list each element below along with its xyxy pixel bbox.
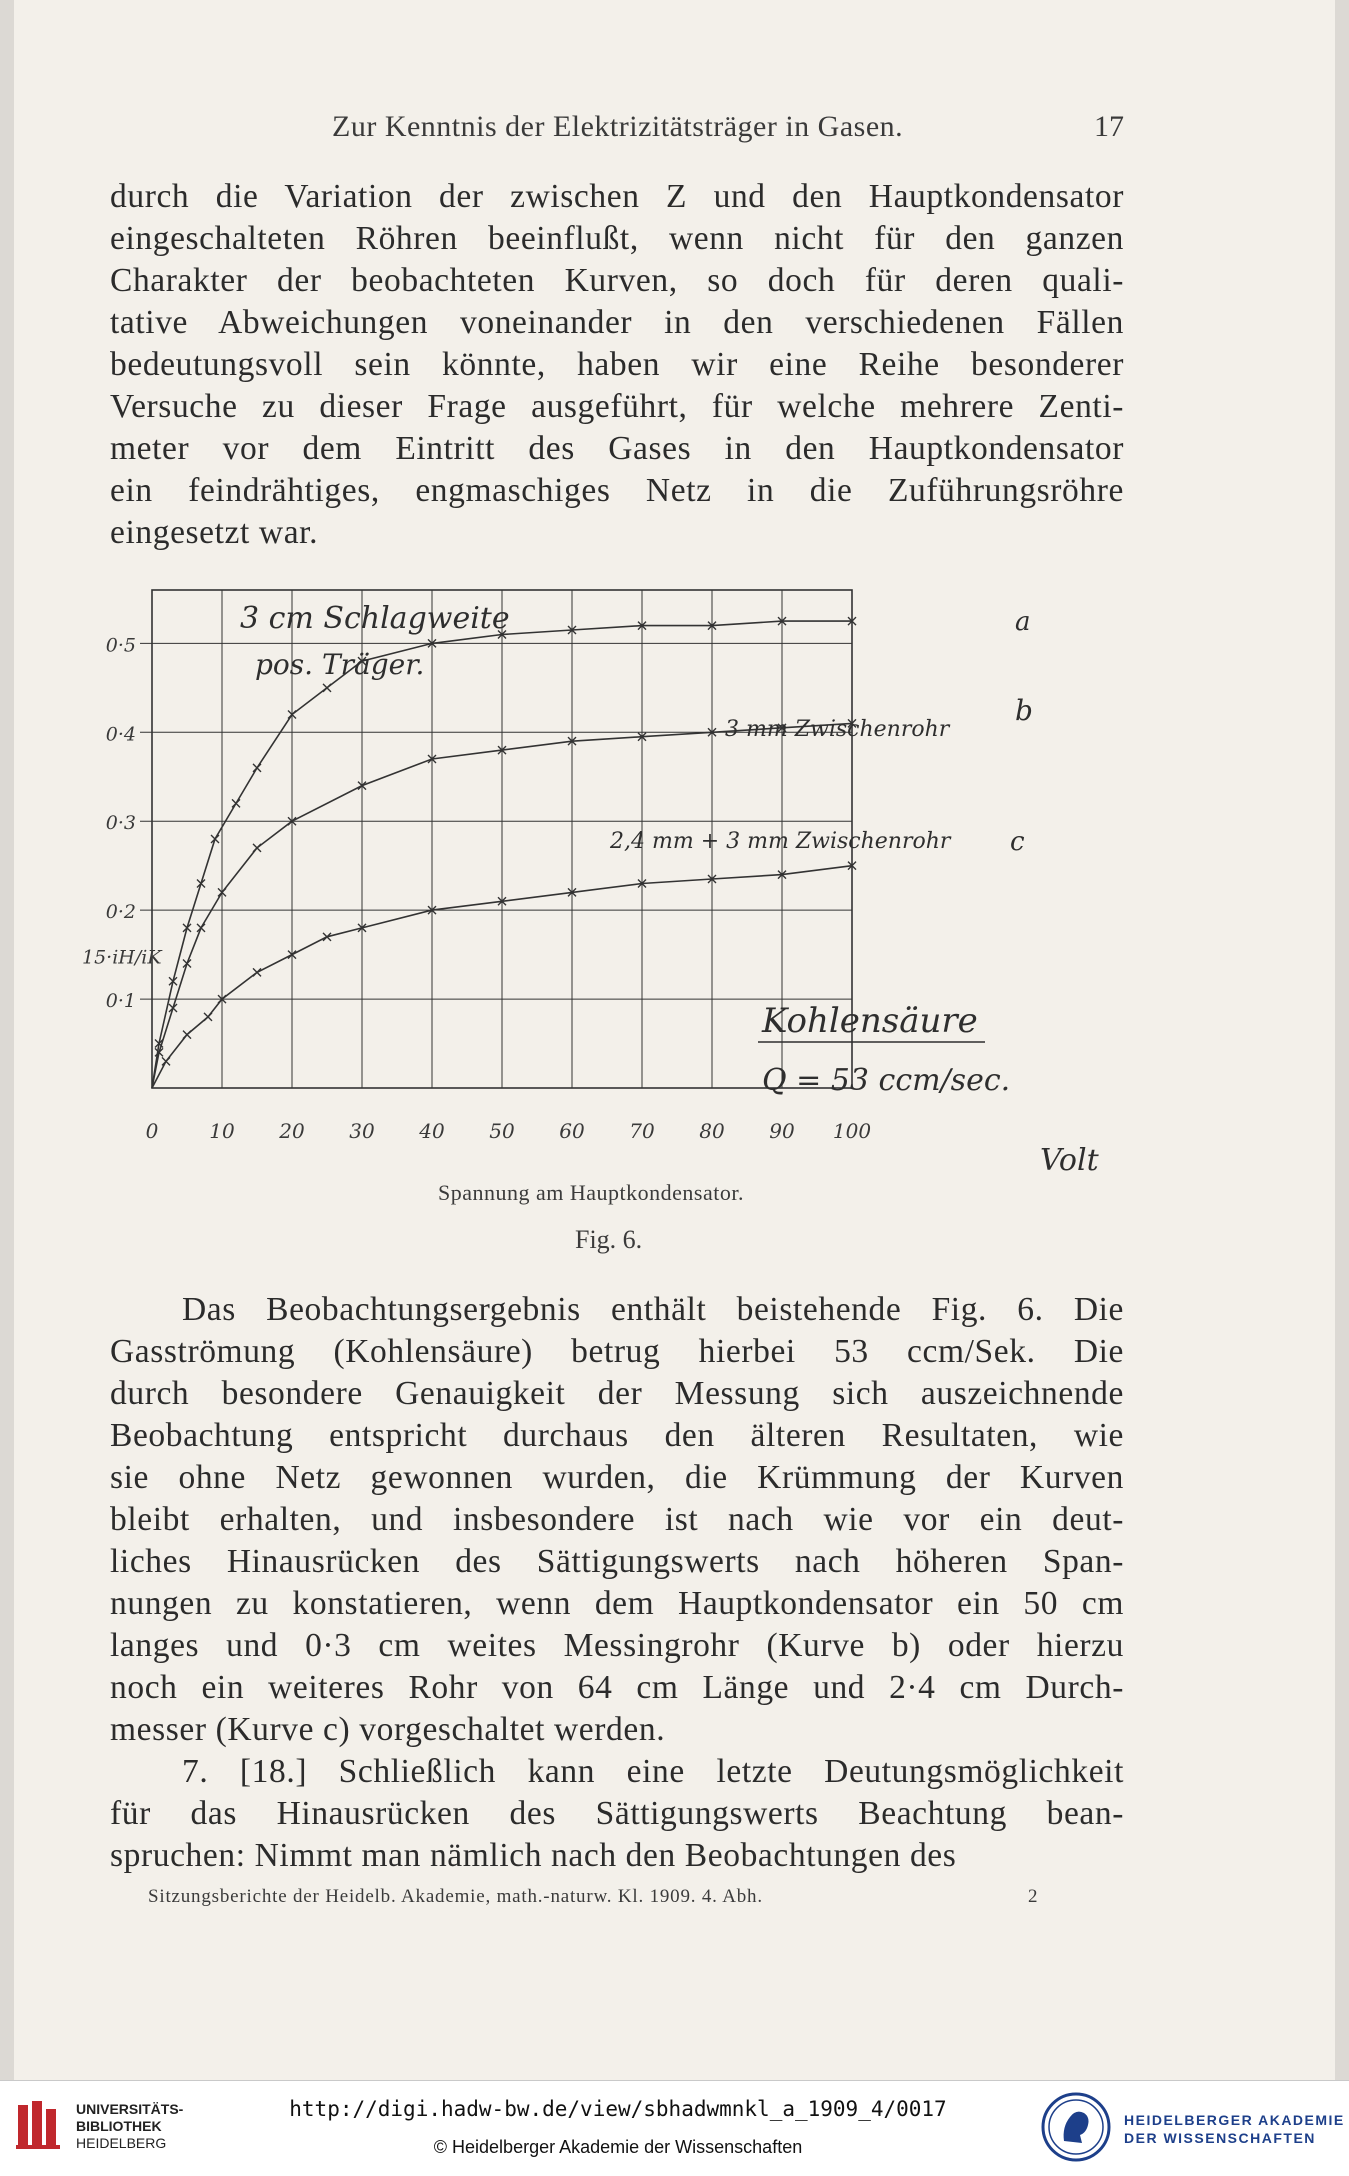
text-line: durch die Variation der zwischen Z und den Hauptkondensator — [110, 178, 1124, 215]
annotation-pos-traeger: pos. Träger. — [255, 648, 425, 681]
paragraph-2 — [110, 1289, 1124, 1751]
data-point-b — [253, 844, 261, 852]
data-point-a — [232, 799, 240, 807]
annotation-gas: Kohlensäure — [762, 1001, 978, 1041]
text-line: bleibt erhalten, und insbesondere ist nach wie vor ein deut- — [110, 1501, 1124, 1538]
x-unit-label: Volt — [1040, 1143, 1099, 1178]
x-tick-label: 10 — [209, 1119, 235, 1143]
page-number: 17 — [1094, 110, 1124, 143]
x-tick-label: 40 — [419, 1119, 445, 1143]
y-tick-label: 0·5 — [105, 634, 136, 657]
library-name — [76, 2101, 183, 2152]
copyright-notice: © Heidelberger Akademie der Wissenschaften — [433, 2137, 803, 2157]
data-point-c — [253, 968, 261, 976]
academy-name-line2: DER WISSENSCHAFTEN — [1124, 2130, 1316, 2146]
x-tick-label: 20 — [279, 1119, 305, 1143]
annotation-curve-b: 3 mm Zwischenrohr — [725, 717, 950, 742]
x-tick-label: 100 — [832, 1119, 872, 1143]
journal-reference: Sitzungsberichte der Heidelb. Akademie, math.-naturw. Kl. 1909. 4. Abh. — [148, 1886, 763, 1907]
data-point-c — [162, 1057, 170, 1065]
text-line: Das Beobachtungsergebnis enthält beistehende Fig. 6. Die — [182, 1291, 1124, 1328]
permalink-url[interactable]: http://digi.hadw-bw.de/view/sbhadwmnkl_a_1909_4/0017 — [289, 2097, 947, 2121]
annotation-curve-c: 2,4 mm + 3 mm Zwischenrohr — [610, 829, 951, 854]
library-name-line2: BIBLIOTHEK — [76, 2118, 162, 2134]
text-line: Charakter der beobachteten Kurven, so doch für deren quali- — [110, 262, 1124, 299]
text-line: sie ohne Netz gewonnen wurden, die Krümmung der Kurven — [110, 1459, 1124, 1496]
running-title: Zur Kenntnis der Elektrizitätsträger in Gasen. — [332, 110, 904, 143]
x-tick-label: 50 — [489, 1119, 515, 1143]
x-tick-label: 90 — [769, 1119, 795, 1143]
text-line: liches Hinausrücken des Sättigungswerts nach höheren Span- — [110, 1543, 1124, 1580]
y-tick-label: 0·1 — [105, 990, 136, 1013]
figure-6 — [80, 570, 1140, 1250]
text-line: für das Hinausrücken des Sättigungswerts Beachtung bean- — [110, 1795, 1124, 1832]
text-line: noch ein weiteres Rohr von 64 cm Länge und 2·4 cm Durch- — [110, 1669, 1124, 1706]
text-line: Gasströmung (Kohlensäure) betrug hierbei 53 ccm/Sek. Die — [110, 1333, 1124, 1370]
text-line: langes und 0·3 cm weites Messingrohr (Kurve b) oder hierzu — [110, 1627, 1124, 1664]
x-tick-label: 70 — [629, 1119, 655, 1143]
text-line: tative Abweichungen voneinander in den verschiedenen Fällen — [110, 304, 1124, 341]
text-line: spruchen: Nimmt man nämlich nach den Beobachtungen des — [110, 1837, 957, 1874]
library-logo-icon[interactable] — [12, 2095, 72, 2155]
data-point-b — [169, 1004, 177, 1012]
text-line: eingeschalteten Röhren beeinflußt, wenn nicht für den ganzen — [110, 220, 1124, 257]
figure-label: Fig. 6. — [575, 1225, 643, 1254]
text-line: 7. [18.] Schließlich kann eine letzte Deutungsmöglichkeit — [182, 1753, 1124, 1790]
y-tick-label: 0·3 — [105, 812, 136, 835]
x-tick-label: 60 — [559, 1119, 585, 1143]
data-point-c — [183, 1031, 191, 1039]
text-line: meter vor dem Eintritt des Gases in den Hauptkondensator — [110, 430, 1124, 467]
viewer-footer-bar — [0, 2080, 1349, 2176]
y-tick-label: 0·2 — [105, 901, 136, 924]
running-header — [0, 110, 1349, 150]
annotation-flow: Q = 53 ccm/sec. — [762, 1063, 1011, 1098]
text-line: bedeutungsvoll sein könnte, haben wir eine Reihe besonderer — [110, 346, 1124, 383]
data-point-b — [197, 924, 205, 932]
x-tick-label: 0 — [145, 1119, 159, 1143]
paragraph-1 — [110, 176, 1124, 554]
text-line: eingesetzt war. — [110, 514, 319, 551]
data-point-a — [197, 879, 205, 887]
y-axis-label: 15·iH/iK — [82, 946, 162, 969]
data-point-a — [323, 684, 331, 692]
text-line: durch besondere Genauigkeit der Messung sich auszeichnende — [110, 1375, 1124, 1412]
chart-svg — [80, 570, 1140, 1250]
x-axis-caption: Spannung am Hauptkondensator. — [438, 1180, 744, 1205]
library-name-line1: UNIVERSITÄTS- — [76, 2101, 184, 2117]
academy-seal-icon[interactable] — [1040, 2091, 1112, 2163]
annotation-schlagweite: 3 cm Schlagweite — [240, 601, 510, 636]
journal-footer — [148, 1886, 1048, 1908]
text-line: Beobachtung entspricht durchaus den älteren Resultaten, wie — [110, 1417, 1124, 1454]
data-point-c — [204, 1013, 212, 1021]
data-point-a — [253, 764, 261, 772]
paragraph-3 — [110, 1751, 1124, 1877]
academy-name-line1: HEIDELBERGER AKADEMIE — [1124, 2112, 1345, 2128]
x-tick-label: 30 — [349, 1119, 375, 1143]
data-point-a — [211, 835, 219, 843]
series-label-b: b — [1015, 694, 1033, 727]
x-tick-label: 80 — [699, 1119, 725, 1143]
y-tick-label: 0·4 — [105, 723, 136, 746]
text-line: ein feindrähtiges, engmaschiges Netz in die Zuführungsröhre — [110, 472, 1124, 509]
text-line: messer (Kurve c) vorgeschaltet werden. — [110, 1711, 666, 1748]
data-point-b — [183, 960, 191, 968]
library-name-line3: HEIDELBERG — [76, 2135, 167, 2151]
academy-name — [1124, 2111, 1345, 2147]
series-label-c: c — [1010, 827, 1025, 857]
signature-mark: 2 — [1028, 1886, 1039, 1907]
series-label-a: a — [1015, 607, 1031, 637]
text-line: nungen zu konstatieren, wenn dem Hauptkondensator ein 50 cm — [110, 1585, 1124, 1622]
text-line: Versuche zu dieser Frage ausgeführt, für welche mehrere Zenti- — [110, 388, 1124, 425]
